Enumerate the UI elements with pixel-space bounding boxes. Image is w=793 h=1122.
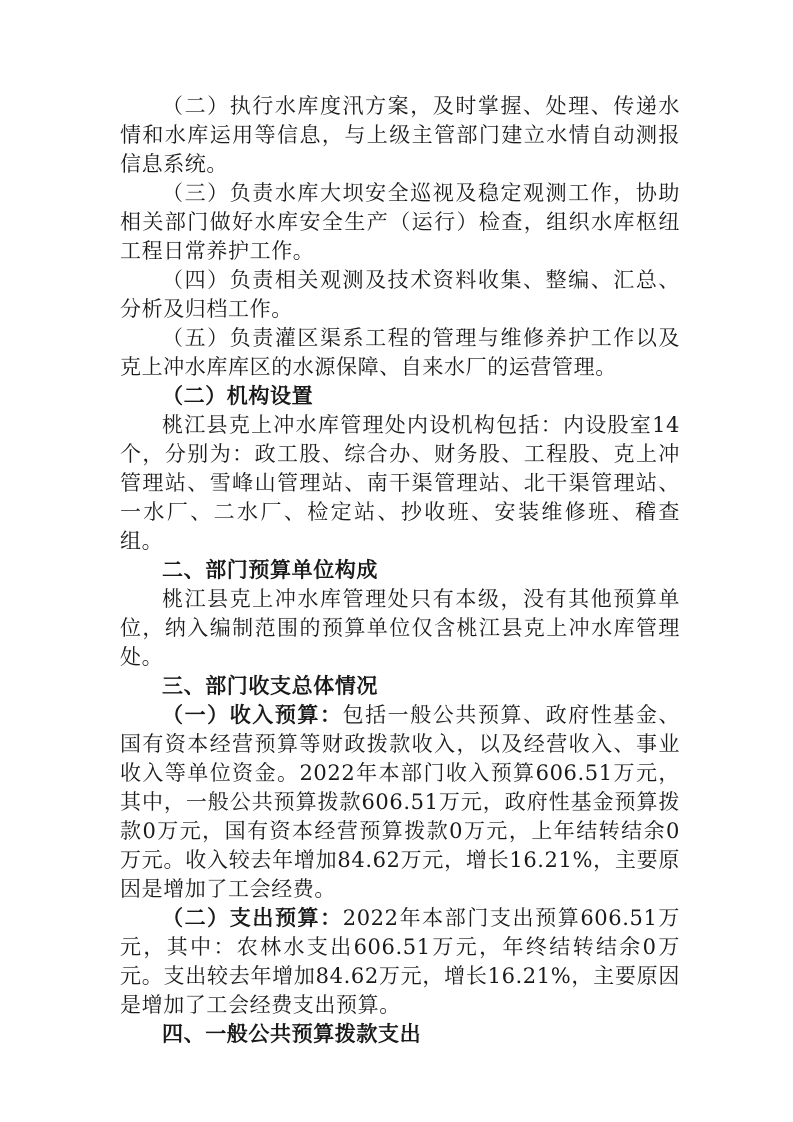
income-budget-text: 包括一般公共预算、政府性基金、国有资本经营预算等财政拨款收入，以及经营收入、事业收入等单位资金。2022年本部门收入预算606.51万元，其中，一般公共预算拨款606.51万元，政府性基金预算拨款0万元，国有资本经营预算拨款0万元，上年结转结余0万元。收入较去年增加84.62万元，增长16.21%，主要原因是增加了工会经费。 [120, 703, 680, 901]
heading-budget-units: 二、部门预算单位构成 [162, 558, 378, 582]
paragraph-income-budget [120, 701, 680, 904]
paragraph-flood-control: （二）执行水库度汛方案，及时掌握、处理、传递水情和水库运用等信息，与上级主管部门建立水情自动测报信息系统。 [120, 94, 680, 176]
paragraph-budget-units: 桃江县克上冲水库管理处只有本级，没有其他预算单位，纳入编制范围的预算单位仅含桃江县克上冲水库管理处。 [120, 587, 680, 669]
heading-organization: （二）机构设置 [162, 384, 314, 408]
paragraph-data-archiving: （四）负责相关观测及技术资料收集、整编、汇总、分析及归档工作。 [120, 268, 680, 321]
expense-budget-label: （二）支出预算： [162, 906, 343, 930]
heading-general-budget: 四、一般公共预算拨款支出 [162, 1022, 422, 1046]
paragraph-dam-safety: （三）负责水库大坝安全巡视及稳定观测工作，协助相关部门做好水库安全生产（运行）检查，组织水库枢纽工程日常养护工作。 [120, 181, 680, 263]
income-budget-label: （一）收入预算： [162, 703, 343, 727]
paragraph-expense-budget [120, 904, 680, 1020]
paragraph-irrigation: （五）负责灌区渠系工程的管理与维修养护工作以及克上冲水库库区的水源保障、自来水厂的运营管理。 [120, 326, 680, 379]
heading-income-expense: 三、部门收支总体情况 [162, 674, 378, 698]
paragraph-departments: 桃江县克上冲水库管理处内设机构包括：内设股室14个，分别为：政工股、综合办、财务股、工程股、克上冲管理站、雪峰山管理站、南干渠管理站、北干渠管理站、一水厂、二水厂、检定站、抄收班、安装维修班、稽查组。 [120, 413, 680, 553]
document-page [120, 92, 680, 1049]
expense-budget-text: 2022年本部门支出预算606.51万元，其中：农林水支出606.51万元，年终结转结余0万元。支出较去年增加84.62万元，增长16.21%，主要原因是增加了工会经费支出预算。 [120, 906, 680, 1017]
